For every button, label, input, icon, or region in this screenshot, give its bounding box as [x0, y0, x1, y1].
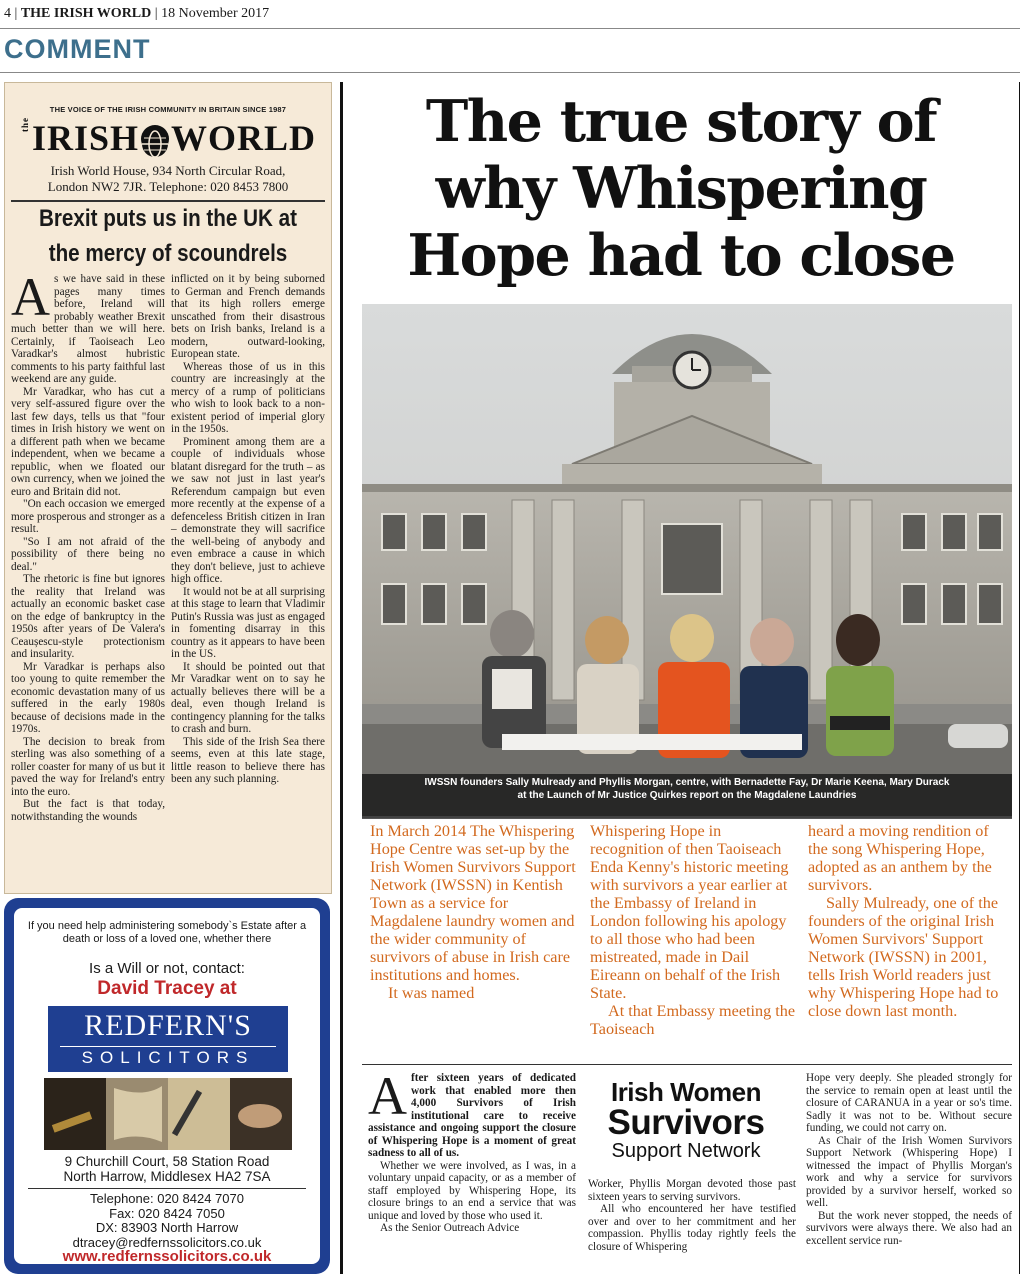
story-paragraph: Whether we were involved, as I was, in a voluntary unpaid capacity, or as a member of staff employed by Whispering Hope, its closure brings to an end a service that was unique and loved by those who used it.: [368, 1159, 576, 1222]
masthead-right: WORLD: [171, 118, 317, 158]
editorial-paragraph: This side of the Irish Sea there seems, even at this late stage, little reason to believe there has been any such planning.: [171, 735, 325, 785]
page-number: 4: [4, 6, 11, 21]
caption-line-2: at the Launch of Mr Justice Quirkes report on the Magdalene Laundries: [517, 790, 857, 801]
story-paragraph: As Chair of the Irish Women Survivors Support Network (Whispering Hope) I witnessed the impact of Phyllis Morgan's work and why a service for survivors provided by a survivor herself, worked so well.: [806, 1134, 1012, 1209]
section-title: COMMENT: [4, 34, 151, 64]
advert-contact-details: [14, 1192, 320, 1250]
masthead-address: [5, 163, 331, 195]
paper-name: THE IRISH WORLD: [20, 6, 152, 21]
advert-address-line-2: North Harrow, Middlesex HA2 7SA: [63, 1169, 271, 1184]
editorial-headline: Brexit puts us in the UK at the mercy of scoundrels: [38, 205, 298, 267]
story-body-column-1: [368, 1066, 576, 1235]
caption-rule: [362, 818, 1012, 819]
masthead-the: the: [19, 117, 30, 132]
intro-paragraph: Whispering Hope in recognition of then Taoiseach Enda Kenny's historic meeting with survivors a year earlier at the Embassy of Ireland in London following his apology to all those who had been mistreated, made in Dail Eireann on behalf of the Irish State.: [590, 822, 789, 1002]
logo-line-1: Irish Women: [610, 1077, 762, 1107]
editorial-paragraph: But the fact is that today, notwithstanding the wounds: [11, 798, 165, 823]
editorial-paragraph: Prominent among them are a couple of individuals whose blatant disregard for the truth – as we saw not just in last year's Referendum campaign but even more recently at the expense of a defenceless British citizen in Iran – demonstrate they will sacrifice the well-being of anybody and even embrace a cause in which they don't believe, just to achieve high office.: [171, 435, 325, 585]
redferns-logo: [48, 1006, 288, 1072]
advert-contact-name: David Tracey at: [97, 978, 237, 999]
editorial-column-2: [171, 273, 325, 786]
editorial-paragraph: It would not be at all surprising at this stage to learn that Vladimir Putin's Russia was just as engaged in fomenting disarray in this country as it appears to have been in the US.: [171, 585, 325, 660]
editorial-paragraph: Whereas those of us in this country are increasingly at the mercy of a rump of politicians who wish to look back to a non-existent period of imperial glory in the 1950s.: [171, 360, 325, 435]
intro-column-3: [808, 822, 1012, 1020]
story-lead: fter sixteen years of dedicated work that enabled more then 4,000 Survivors of Irish institutional care to receive assistance and ongoing support the closure of Whispering Hope is a moment of great sadness to all of us.: [368, 1072, 576, 1159]
advert-photo-strip: [44, 1078, 292, 1150]
editorial-paragraph: "So I am not afraid of the possibility of there being no deal.": [11, 535, 165, 573]
editorial-column-1: [11, 267, 165, 823]
editorial-paragraph: inflicted on it by being suborned to German and French demands that its high rollers emerge unscathed from their disastrous bets on Irish banks, Ireland is a modern, outward-looking, European state.: [171, 273, 325, 360]
advert-address: [14, 1154, 320, 1184]
editorial-paragraph: It should be pointed out that Mr Varadkar went on to say he actually believes there will be a deal, even though Ireland is contingency planning for the talks to crash and burn.: [171, 660, 325, 735]
story-paragraph: Hope very deeply. She pleaded strongly for the service to remain open at least until the closure of CARANUA in a year or so's time. Sadly it was not to be. Without secure funding, we could not carry on.: [806, 1072, 1012, 1134]
top-rule: [0, 28, 1020, 29]
story-paragraph: Worker, Phyllis Morgan devoted those past sixteen years to serving survivors.: [588, 1178, 796, 1203]
editorial-paragraph: Mr Varadkar, who has cut a very self-assured figure over the last few days, tells us that "four times in Irish history we went on a different path when we became independent, when we became a republic, when we floated our own currency, when we joined the euro and Britain did not.: [11, 385, 165, 498]
clock-icon: [674, 352, 710, 388]
intro-column-1: [370, 822, 576, 1002]
advert-contact-prompt: Is a Will or not, contact:: [89, 960, 245, 977]
editorial-paragraph: The decision to break from sterling was also something of a roller coaster for many of us but it paved the way for Ireland's entry into the euro.: [11, 735, 165, 798]
logo-line-3: Support Network: [611, 1140, 761, 1162]
story-headline: [348, 88, 1014, 289]
address-line-1: Irish World House, 934 North Circular Road,: [50, 163, 286, 178]
editorial-paragraph: s we have said in these pages many times before, Ireland will probably weather Brexit much better than we will here. Certainly, if Taoiseach Leo Varadkar's almost hubristic comments to his party faithful last weekend are any guide.: [11, 273, 165, 385]
page-folio: 4 | THE IRISH WORLD | 18 November 2017: [4, 6, 270, 21]
solicitor-advert: [4, 898, 330, 1274]
intro-paragraph: Sally Mulready, one of the founders of the original Irish Women Survivors' Support Network (IWSSN) in 2001, tells Irish World readers just why Whispering Hope had to close down last month.: [808, 894, 999, 1020]
story-body-rule: [362, 1064, 1012, 1065]
advert-inner: [14, 908, 320, 1264]
photo-caption: [362, 774, 1012, 818]
intro-column-2: [590, 822, 796, 1038]
headline-line-3: Hope had to close: [407, 222, 955, 289]
advert-phone: Telephone: 020 8424 7070: [90, 1191, 244, 1206]
masthead-tagline: THE VOICE OF THE IRISH COMMUNITY IN BRITAIN SINCE 1987: [49, 105, 287, 114]
logo-top: REDFERN'S: [84, 1009, 252, 1042]
editorial-paragraph: Mr Varadkar is perhaps also too young to quite remember the economic devastation many of us suffered in the early 1980s because of decisions made in the 1970s.: [11, 660, 165, 735]
advert-fax: Fax: 020 8424 7050: [109, 1205, 225, 1221]
advert-website[interactable]: www.redfernssolicitors.co.uk: [62, 1248, 272, 1265]
issue-date: 18 November 2017: [161, 6, 270, 21]
logo-line-2: Survivors: [607, 1103, 765, 1142]
editorial-panel: [4, 82, 332, 894]
story-body-column-3: [806, 1072, 1012, 1247]
headline-line-1: The true story of: [425, 88, 937, 155]
intro-paragraph: heard a moving rendition of the song Whispering Hope, adopted as an anthem by the survivors.: [808, 822, 992, 894]
intro-paragraph: It was named: [388, 984, 475, 1002]
story-dropcap: A: [368, 1066, 407, 1126]
intro-paragraph: At that Embassy meeting the Taoiseach: [590, 1002, 796, 1038]
story-photo: [362, 304, 1012, 816]
address-line-2: London NW2 7JR. Telephone: 020 8453 7800: [47, 179, 289, 194]
advert-dx: DX: 83903 North Harrow: [95, 1220, 239, 1235]
editorial-paragraph: "On each occasion we emerged more prosperous and stronger as a result.: [11, 498, 165, 535]
story-paragraph: But the work never stopped, the needs of survivors were always there. We also had an excellent service run-: [806, 1209, 1012, 1247]
iwssn-logo: [594, 1078, 778, 1176]
advert-address-line-1: 9 Churchill Court, 58 Station Road: [64, 1154, 270, 1169]
globe-icon: [141, 125, 169, 153]
logo-bottom: SOLICITORS: [60, 1046, 276, 1069]
story-paragraph: All who encountered her have testified over and over to her commitment and her compassion. Phyllis today rightly feels the closure of Whispering: [588, 1203, 796, 1253]
editorial-dropcap: A: [11, 267, 50, 327]
caption-line-1: IWSSN founders Sally Mulready and Phyllis Morgan, centre, with Bernadette Fay, Dr Marie Keena, Mary Durack: [424, 777, 950, 788]
advert-rule: [28, 1188, 306, 1189]
advert-email[interactable]: dtracey@redfernssolicitors.co.uk: [72, 1234, 262, 1250]
story-paragraph: As the Senior Outreach Advice: [380, 1222, 520, 1234]
masthead-logo: [5, 117, 331, 159]
headline-line-2: why Whispering: [435, 155, 927, 222]
editorial-paragraph: The rhetoric is fine but ignores the reality that Ireland was actually an economic basket case on the edge of bankruptcy in the 1950s after years of De Valera's Ceaușescu-style protectionism and insularity.: [11, 573, 165, 660]
section-rule: [0, 72, 1020, 73]
masthead-left: IRISH: [31, 118, 140, 158]
advert-intro: If you need help administering somebody`s Estate after a death or loss of a loved one, whether there: [27, 920, 307, 945]
intro-paragraph: In March 2014 The Whispering Hope Centre was set-up by the Irish Women Survivors Support Network (IWSSN) in Kentish Town as a service for Magdalene laundry women and the wider community of survivors of abuse in Irish care institutions and homes.: [370, 822, 576, 984]
story-body-column-2: [588, 1178, 796, 1253]
